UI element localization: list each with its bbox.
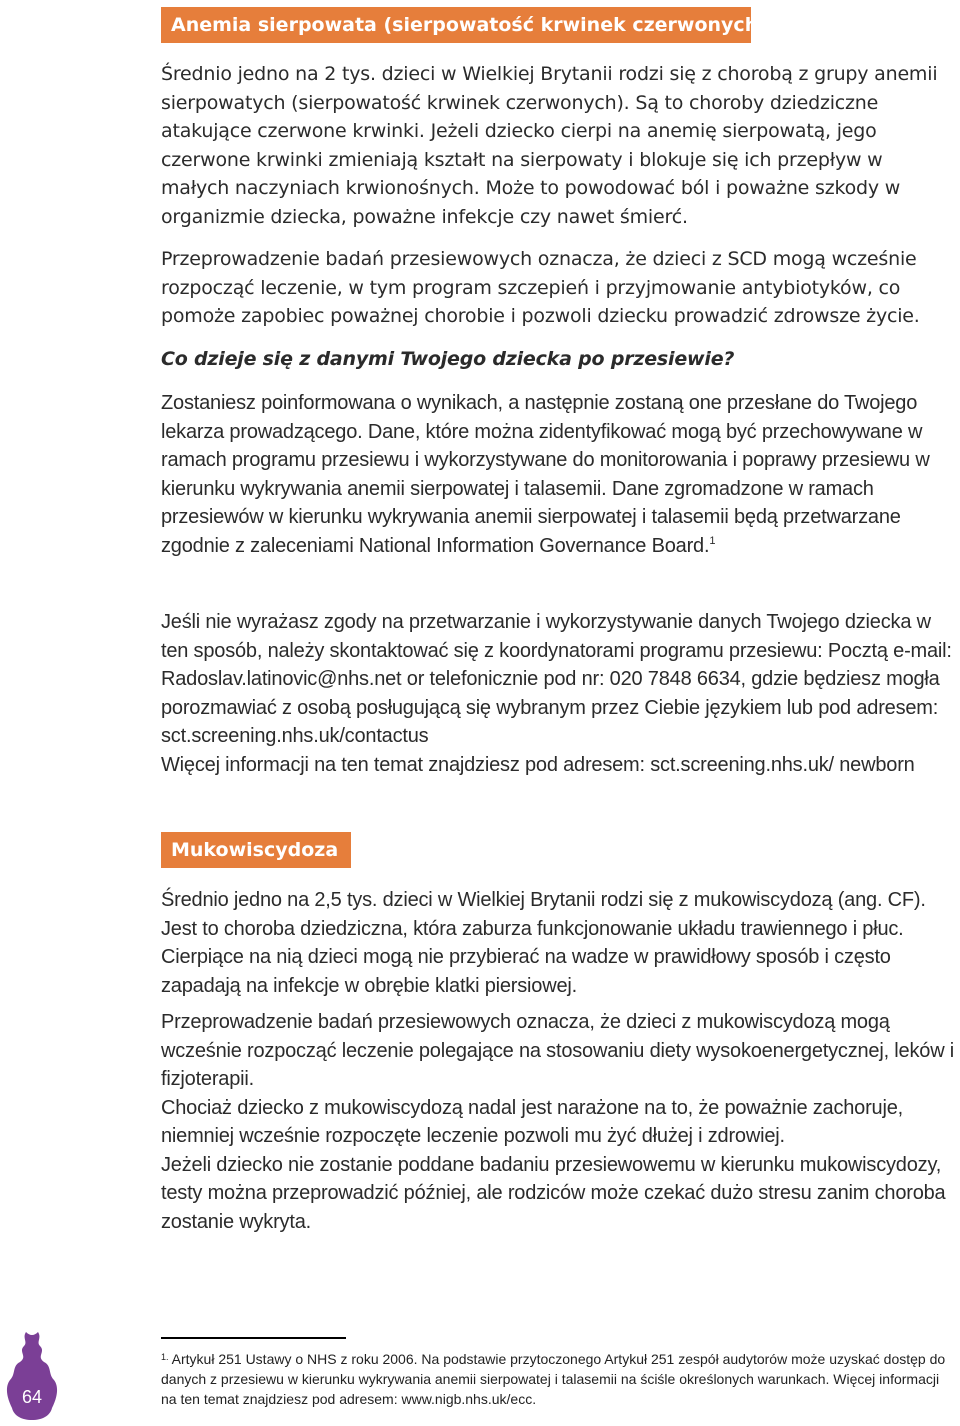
footnote-text: Artykuł 251 Ustawy o NHS z roku 2006. Na podstawie przytoczonego Artykuł 251 zespół audytorów może uzyskać dostęp do danych z przesiewu w kierunku wykrywania anemii sierpowatej i talasemii na ściśle określonych warunkach. Więcej informacji na ten temat znajdziesz pod adresem: www.nigb.nhs.uk/ecc.: [161, 1351, 946, 1407]
paragraph-text: Jeżeli dziecko nie zostanie poddane badaniu przesiewowemu w kierunku mukowiscydozy, testy można przeprowadzić później, ale rodziców może czekać dużo stresu zanim choroba zostanie wykryta.: [161, 1153, 946, 1233]
paragraph-text: Średnio jedno na 2,5 tys. dzieci w Wielkiej Brytanii rodzi się z mukowiscydozą (ang. CF). Jest to choroba dziedziczna, która zaburza funkcjonowanie układu trawiennego i płuc. Cierpiące na nią dzieci mogą nie przybierać na wadze w prawidłowy sposób i często zapadają na infekcje w obrębie klatki piersiowej.: [161, 889, 926, 997]
paragraph-cf-intro: [161, 886, 956, 1000]
paragraph-text: Jeśli nie wyrażasz zgody na przetwarzanie i wykorzystywanie danych Twojego dziecka w ten sposób, należy skontaktować się z koordynatorami programu przesiewu: Pocztą e-mail: Radoslav.latinovic@nhs.net or telefonicznie pod nr: 020 7848 6634, gdzie będziesz mogła porozmawiać z osobą posługującą się wybranym przez Ciebie językiem lub pod adresem: sct.screening.nhs.uk/contactus: [161, 611, 952, 747]
footnote: [161, 1349, 951, 1409]
paragraph-text-more-info: Więcej informacji na ten temat znajdziesz pod adresem: sct.screening.nhs.uk/ newborn: [161, 753, 915, 776]
section-heading-cf: Mukowiscydoza: [161, 832, 351, 868]
paragraph-data-processing: [161, 389, 956, 560]
page-number: 64: [21, 1387, 43, 1407]
footnote-ref: 1: [709, 534, 716, 547]
footnote-divider: [161, 1337, 346, 1339]
paragraph-contact: [161, 608, 956, 779]
paragraph-cf-screening: [161, 1008, 956, 1236]
character-silhouette-icon: [4, 1330, 60, 1422]
paragraph-text: Zostaniesz poinformowana o wynikach, a następnie zostaną one przesłane do Twojego lekarza prowadzącego. Dane, które można zidentyfikować mogą być przechowywane w ramach programu przesiewu i wykorzystywane do monitorowania i poprawy przesiewu w kierunku wykrywania anemii sierpowatej i talasemii. Dane zgromadzone w ramach przesiewów w kierunku wykrywania anemii sierpowatej i talasemii będą przetwarzane zgodnie z zaleceniami National Information Governance Board.: [161, 392, 930, 557]
paragraph-text: Przeprowadzenie badań przesiewowych oznacza, że dzieci z mukowiscydozą mogą wcześnie rozpocząć leczenie polegające na stosowaniu diety wysokoenergetycznej, leków i fizjoterapii.: [161, 1011, 955, 1090]
subheading-data-question: Co dzieje się z danymi Twojego dziecka po przesiewie?: [161, 348, 735, 370]
paragraph-anemia-screening: [161, 245, 956, 331]
paragraph-anemia-intro: [161, 60, 956, 231]
paragraph-text: Przeprowadzenie badań przesiewowych oznacza, że dzieci z SCD mogą wcześnie rozpocząć leczenie, w tym program szczepień i przyjmowanie antybiotyków, co pomoże zapobiec poważnej chorobie i pozwoli dziecku prowadzić zdrowsze życie.: [161, 248, 920, 327]
footnote-marker: 1.: [161, 1352, 169, 1362]
paragraph-text: Chociaż dziecko z mukowiscydozą nadal jest narażone na to, że poważnie zachoruje, niemniej wcześnie rozpoczęte leczenie pozwoli mu żyć dłużej i zdrowiej.: [161, 1096, 903, 1147]
page-number-badge: [4, 1330, 60, 1422]
paragraph-text: Średnio jedno na 2 tys. dzieci w Wielkiej Brytanii rodzi się z chorobą z grupy anemii sierpowatych (sierpowatość krwinek czerwonych). Są to choroby dziedziczne atakujące czerwone krwinki. Jeżeli dziecko cierpi na anemię sierpowatą, jego czerwone krwinki zmieniają kształt na sierpowaty i blokuje się ich przepływ w małych naczyniach krwionośnych. Może to powodować ból i poważne szkody w organizmie dziecka, poważne infekcje czy nawet śmierć.: [161, 63, 938, 228]
section-heading-anemia: Anemia sierpowata (sierpowatość krwinek czerwonych): [161, 7, 751, 43]
